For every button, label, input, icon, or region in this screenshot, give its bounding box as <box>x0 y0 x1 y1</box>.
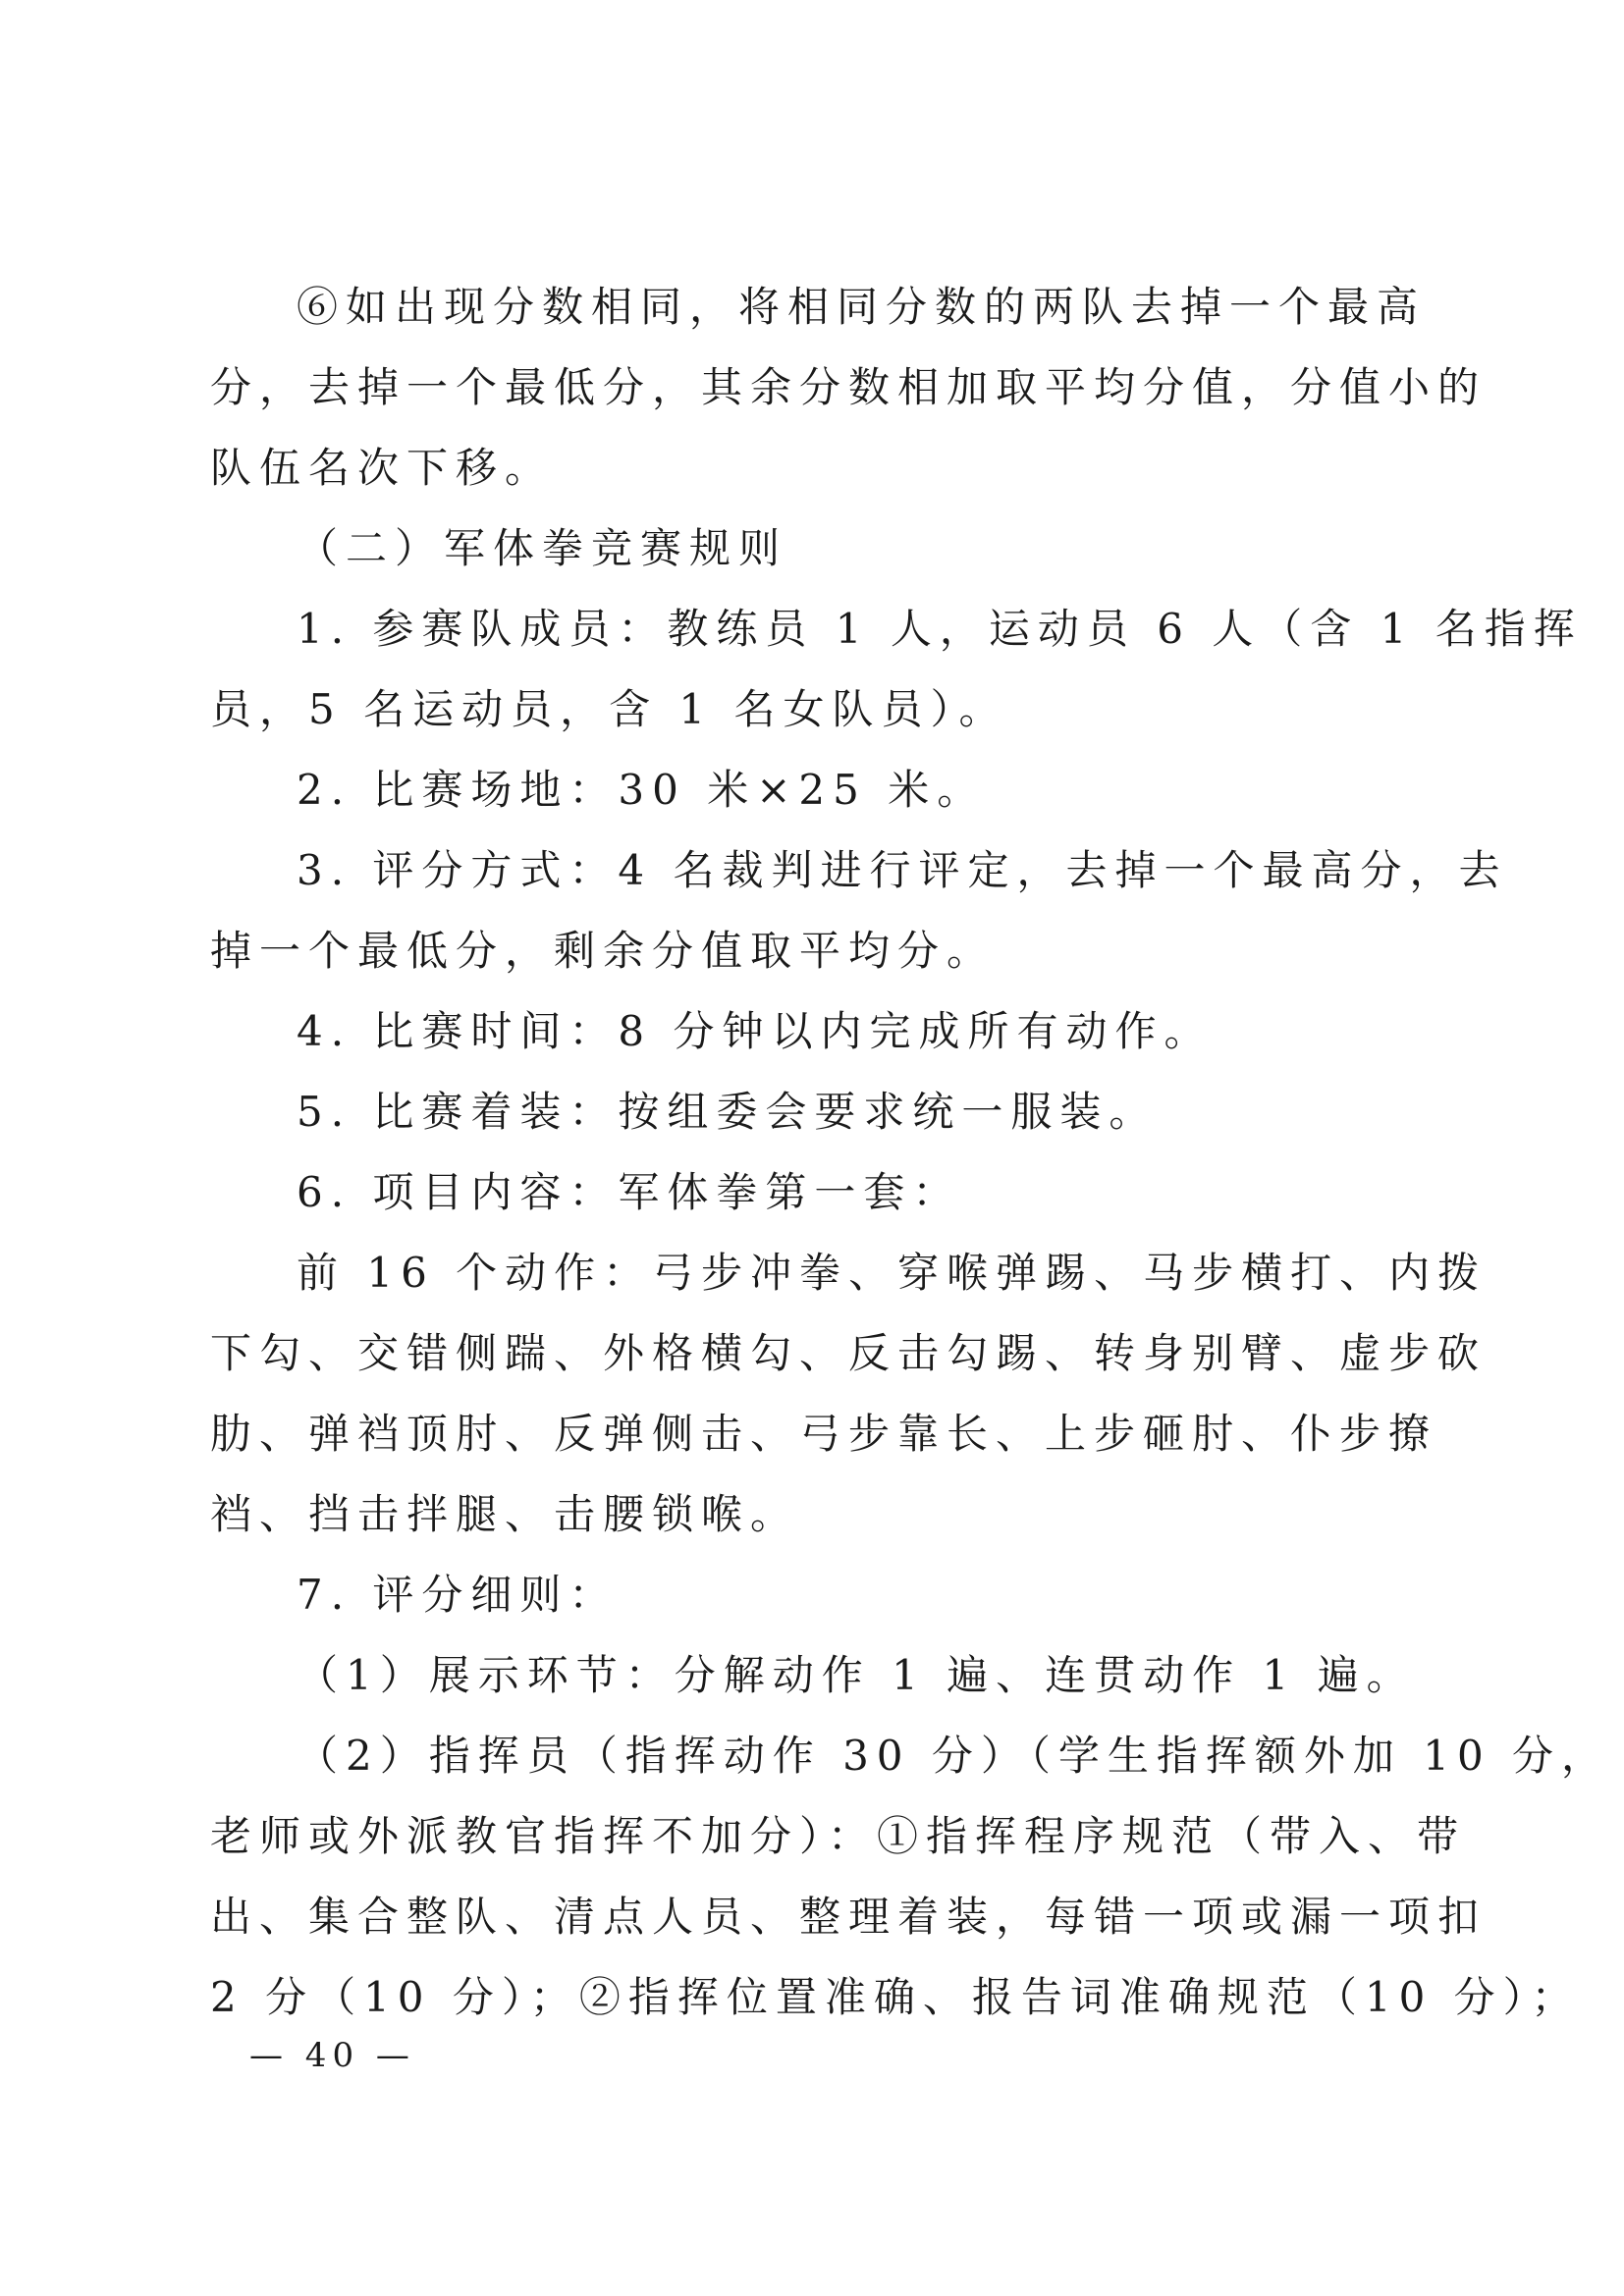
paragraph-line: 出、集合整队、清点人员、整理着装，每错一项或漏一项扣 <box>210 1893 1488 1941</box>
section-heading: （二）军体拳竞赛规则 <box>297 524 788 572</box>
paragraph-line: 5. 比赛着装：按组委会要求统一服装。 <box>297 1088 1159 1136</box>
paragraph-line: 裆、挡击拌腿、击腰锁喉。 <box>210 1490 800 1538</box>
paragraph-line: 6. 项目内容：军体拳第一套： <box>297 1168 962 1216</box>
paragraph-line: 7. 评分细则： <box>297 1571 619 1619</box>
page-number: — 40 — <box>249 2036 415 2075</box>
paragraph-line: 前 16 个动作：弓步冲拳、穿喉弹踢、马步横打、内拨 <box>297 1249 1488 1297</box>
paragraph-line: ⑥如出现分数相同，将相同分数的两队去掉一个最高 <box>297 283 1427 331</box>
paragraph-line: 队伍名次下移。 <box>210 444 555 492</box>
paragraph-line: 4. 比赛时间：8 分钟以内完成所有动作。 <box>297 1007 1214 1055</box>
paragraph-line: 掉一个最低分，剩余分值取平均分。 <box>210 927 997 975</box>
paragraph-line: 分，去掉一个最低分，其余分数相加取平均分值，分值小的 <box>210 363 1488 411</box>
paragraph-line: 1. 参赛队成员：教练员 1 人，运动员 6 人（含 1 名指挥 <box>297 605 1583 653</box>
paragraph-line: 3. 评分方式：4 名裁判进行评定，去掉一个最高分，去 <box>297 846 1508 894</box>
paragraph-line: 2 分（10 分）；②指挥位置准确、报告词准确规范（10 分）； <box>210 1973 1581 2021</box>
paragraph-line: 肋、弹裆顶肘、反弹侧击、弓步靠长、上步砸肘、仆步撩 <box>210 1410 1438 1458</box>
paragraph-line: 2. 比赛场地：30 米×25 米。 <box>297 766 987 814</box>
paragraph-line: （2）指挥员（指挥动作 30 分）（学生指挥额外加 10 分， <box>297 1732 1611 1780</box>
paragraph-line: 老师或外派教官指挥不加分）：①指挥程序规范（带入、带 <box>210 1812 1467 1860</box>
paragraph-line: 下勾、交错侧踹、外格横勾、反击勾踢、转身别臂、虚步砍 <box>210 1329 1488 1377</box>
paragraph-line: （1）展示环节：分解动作 1 遍、连贯动作 1 遍。 <box>297 1651 1416 1699</box>
paragraph-line: 员，5 名运动员，含 1 名女队员）。 <box>210 685 1008 733</box>
